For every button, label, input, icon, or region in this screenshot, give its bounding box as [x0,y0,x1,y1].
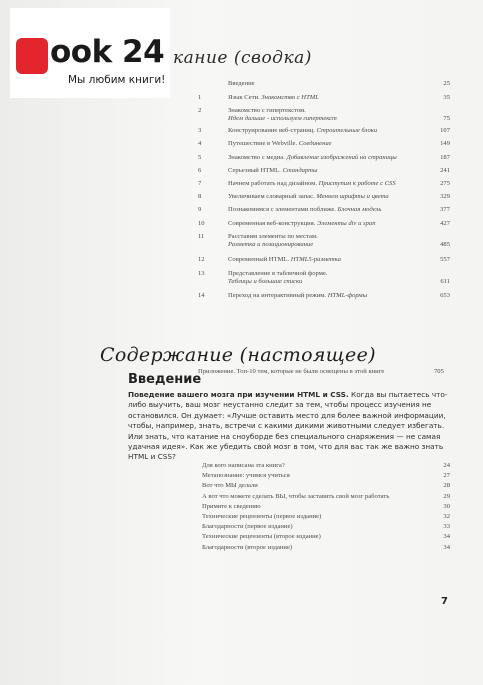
brief-toc-page: 35 [443,94,450,101]
intro-toc-row [202,482,450,491]
brief-toc-title: Расставим элементы по местам. Разметка и позиционирование [228,233,318,248]
intro-toc-title: А вот что можете сделать ВЫ, чтобы заставить свой мозг работать [202,492,390,500]
section-heading: Введение [128,372,202,387]
brief-toc-page: 653 [440,292,450,299]
intro-toc-title: Технические рецензенты (первое издание) [202,513,322,520]
intro-paragraph [128,390,458,463]
intro-toc-page: 27 [443,472,450,480]
brief-toc-subtitle: Знакомство с HTML [261,94,319,101]
full-contents-title: Содержание (настоящее) [100,344,376,366]
book24-logo [10,8,170,98]
page-number: 7 [441,596,448,607]
intro-body: Когда вы пытаетесь что-либо выучить, ваш мозг неустанно следит за тем, чтобы процесс изучения не остановился. Он думает: «Лучше оставить место для более важной информации, чтобы, например, знать, встречи с какими дикими животными следует избегать. Или знать, что катание на сноуборде без специального снаряжения — не самая удачная идея». Как же убедить свой мозг в том, что для вас так же важно знать HTML и CSS? [128,390,448,462]
brief-toc-title: Современный HTML. HTML5-разметка [228,256,341,263]
brief-toc-chapter-number: 6 [198,167,202,174]
intro-toc-row [202,523,450,532]
intro-toc-row [202,472,450,481]
brief-toc-title: Познакомимся с элементами поближе. Блочная модель [228,206,382,213]
intro-toc-page: 33 [443,523,450,531]
brief-toc-subtitle: Таблицы и большие списки [228,278,303,285]
brief-toc-page: 427 [440,220,450,227]
brief-toc-page: 275 [440,180,450,187]
brief-toc-subtitle: Элементы div и span [317,220,376,227]
brief-toc-subtitle: Строительные блоки [316,127,378,134]
intro-toc-title: Примите к сведению [202,502,261,510]
brief-toc-chapter-number: 5 [198,154,202,161]
brief-toc-chapter-number: 3 [198,127,202,134]
brief-toc-subtitle: Блочная модель [337,206,382,213]
brief-toc-title: Знакомство с гипертекстом. Идем дальше - используем гипертекст [228,107,337,122]
brief-toc-subtitle: HTML-формы [327,292,368,299]
intro-toc-page: 24 [443,462,450,469]
appendix-page: 705 [434,368,444,375]
brief-toc-subtitle: Соединение [298,140,332,147]
brief-toc-page: 557 [440,256,450,263]
intro-toc-page: 28 [443,482,450,490]
brief-toc-page: 377 [440,206,450,213]
brief-toc-chapter-number: 14 [198,292,205,299]
brief-toc-chapter-number: 9 [198,206,202,213]
intro-lead: Поведение вашего мозга при изучении HTML и CSS. [128,390,349,399]
brief-toc-title: Представление в табличной форме. Таблицы и большие списки [228,270,328,285]
brief-toc-page: 485 [440,241,450,248]
brief-toc-subtitle: HTML5-разметка [290,256,341,263]
brief-toc-title: Конструирование веб-страниц. Строительные блоки [228,127,378,134]
intro-toc-page: 34 [443,543,450,551]
brief-toc-page: 149 [440,140,450,147]
brief-toc-subtitle: Меняем шрифты и цвета [316,193,389,200]
brief-toc-title: Серьезный HTML. Стандарты [228,167,318,174]
brief-toc-chapter-number: 11 [198,233,205,240]
intro-toc-row [202,513,450,522]
intro-toc-title: Метапознание: учимся учиться [202,472,290,480]
logo-mark-letter: b [21,6,43,41]
brief-toc-page: 25 [443,80,450,87]
brief-toc-title: Знакомство с медиа. Добавление изображений на страницы [228,154,397,161]
brief-toc-title: Начнем работать над дизайном. Приступим к работе с CSS [228,180,396,187]
intro-toc-page: 32 [443,513,450,520]
intro-toc-row [202,493,450,502]
brief-toc-page: 107 [440,127,450,134]
intro-toc-page: 29 [443,492,450,500]
intro-toc-row [202,462,450,471]
brief-toc-subtitle: Идем дальше - используем гипертекст [228,115,337,122]
intro-toc-title: Благодарности (второе издание) [202,543,293,551]
brief-toc-title: Язык Сети. Знакомство с HTML [228,94,319,101]
brief-toc-subtitle: Добавление изображений на страницы [286,154,397,161]
brief-toc-page: 611 [440,278,450,285]
intro-toc-title: Благодарности (первое издание) [202,523,293,531]
brief-toc-page: 329 [440,193,450,200]
intro-toc-row [202,503,450,512]
brief-toc-chapter-number: 1 [198,94,202,101]
intro-toc-title: Технические рецензенты (второе издание) [202,533,321,541]
intro-toc-page: 30 [443,502,450,510]
brief-toc-chapter-number: 4 [198,140,202,147]
brief-toc-title: Современная веб-конструкция. Элементы div и span [228,220,376,227]
appendix-row [198,368,444,375]
brief-toc-page: 75 [443,115,450,122]
brief-toc-title: Увеличиваем словарный запас. Меняем шрифты и цвета [228,193,389,200]
intro-toc-title: Вот что МЫ делали [202,482,258,490]
brief-toc-chapter-number: 10 [198,220,205,227]
brief-toc-chapter-number: 7 [198,180,202,187]
brief-toc-chapter-number: 13 [198,270,205,277]
logo-wordmark: ook 24 [50,34,165,70]
intro-toc-title: Для кого написана эта книга? [202,462,285,469]
brief-toc-title: Путешествие в Webville. Соединение [228,140,332,147]
intro-toc-row [202,533,450,542]
brief-toc-chapter-number: 2 [198,107,202,114]
intro-toc-row [202,544,450,553]
brief-contents-title: кание (сводка) [173,48,312,68]
logo-mark [16,38,48,74]
brief-toc-page: 187 [440,154,450,161]
intro-toc-page: 34 [443,533,450,541]
brief-toc-subtitle: Разметка и позиционирование [228,241,314,248]
brief-toc-chapter-number: 8 [198,193,202,200]
brief-toc-subtitle: Приступим к работе с CSS [318,180,396,187]
brief-toc-title: Переход на интерактивный режим. HTML-формы [228,292,368,299]
brief-toc-title: Введение [228,80,255,87]
brief-toc-page: 241 [440,167,450,174]
brief-toc-chapter-number: 12 [198,256,205,263]
appendix-text: Приложение. Топ-10 тем, которые не были освещены в этой книге [198,368,385,375]
logo-tagline: Мы любим книги! [68,74,166,86]
brief-toc-subtitle: Стандарты [282,167,318,174]
